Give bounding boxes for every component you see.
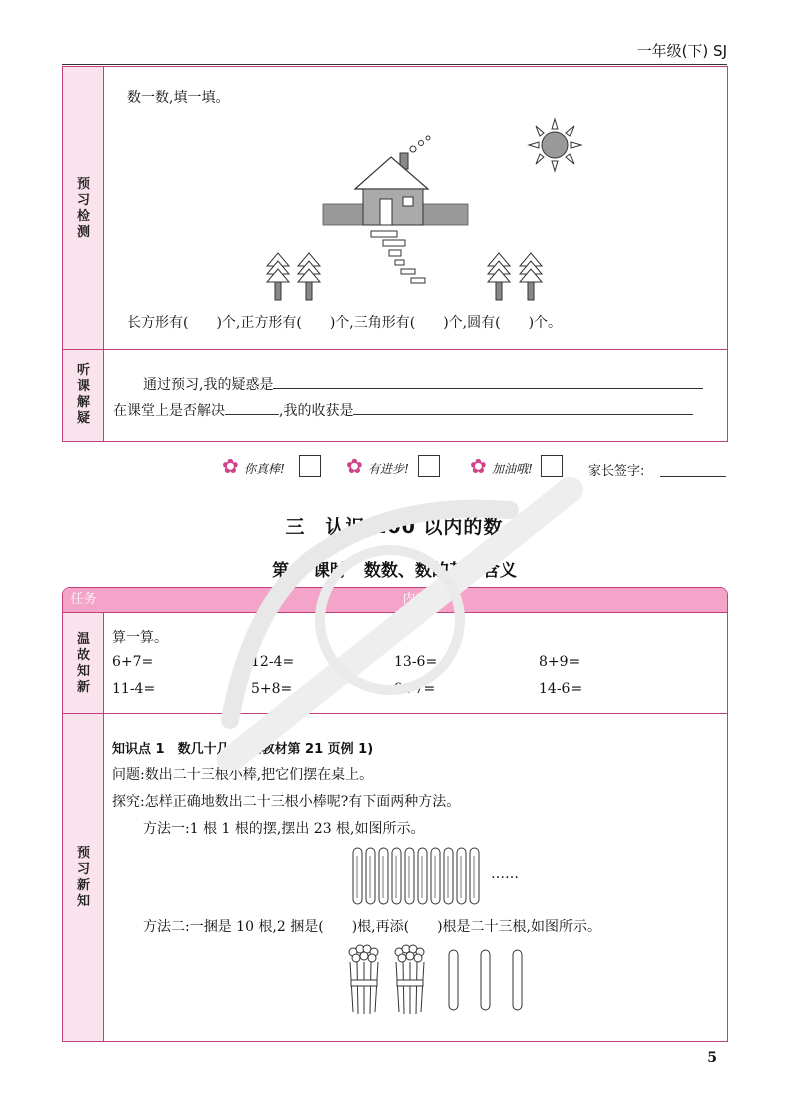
header-task: 任务 xyxy=(70,592,97,607)
knowledge-point-title: 知识点 1 数几十几(对应教材第 21 页例 1) xyxy=(112,742,374,757)
exercise: 14-6= xyxy=(539,681,583,697)
parent-sign-blank[interactable] xyxy=(660,476,726,477)
table-header xyxy=(63,588,727,613)
rating-label-progress: 有进步! xyxy=(368,462,409,476)
page-number: 5 xyxy=(707,1050,717,1066)
header-rule xyxy=(62,64,727,65)
rating-label-cheer: 加油哦! xyxy=(492,462,533,476)
method-two-text: 方法二:一捆是 10 根,2 捆是( )根,再添( )根是二十三根,如图所示。 xyxy=(143,919,601,935)
label-review: 温 故 知 新 xyxy=(76,632,90,695)
grade-header: 一年级(下) SJ xyxy=(636,42,727,60)
unit-title: 三 认识 100 以内的数 xyxy=(285,516,504,538)
rating-box-great[interactable] xyxy=(299,455,321,477)
lesson-table xyxy=(62,587,728,1042)
badge-icon: ✿ xyxy=(346,454,363,478)
rating-box-cheer[interactable] xyxy=(541,455,563,477)
exercise: 11-4= xyxy=(112,681,156,697)
badge-icon: ✿ xyxy=(222,454,239,478)
preview-check-box xyxy=(62,66,728,442)
lesson-title: 第 1 课时 数数、数的基本含义 xyxy=(272,561,517,581)
exercise: 13-6= xyxy=(394,654,438,670)
sun-icon xyxy=(525,117,585,177)
solve-line: 在课堂上是否解决 ,我的收获是 xyxy=(113,400,693,420)
bundled-sticks-illustration xyxy=(345,942,545,1020)
explore-text: 探究:怎样正确地数出二十三根小棒呢?有下面两种方法。 xyxy=(112,794,461,810)
header-content: 内容 xyxy=(402,592,429,607)
exercise: 6+7= xyxy=(112,654,154,670)
review-instruction: 算一算。 xyxy=(112,630,168,646)
doubt-blank[interactable] xyxy=(273,374,703,389)
exercise: 8+9= xyxy=(539,654,581,670)
single-sticks-illustration xyxy=(349,844,489,908)
rating-box-progress[interactable] xyxy=(418,455,440,477)
exercise: 12-4= xyxy=(251,654,295,670)
exercise: 5+8= xyxy=(251,681,293,697)
label-listen: 听 课 解 疑 xyxy=(76,363,90,426)
badge-icon: ✿ xyxy=(470,454,487,478)
continuation-dots: …… xyxy=(491,866,519,882)
label-preview-check: 预 习 检 测 xyxy=(76,177,90,240)
exercise: 9+7= xyxy=(394,681,436,697)
section-divider xyxy=(63,713,727,714)
section-divider xyxy=(63,349,727,350)
question-text: 问题:数出二十三根小棒,把它们摆在桌上。 xyxy=(112,767,374,783)
doubt-line: 通过预习,我的疑惑是 xyxy=(143,374,703,394)
parent-sign-label: 家长签字: xyxy=(588,464,645,479)
method-one-text: 方法一:1 根 1 根的摆,摆出 23 根,如图所示。 xyxy=(143,821,425,837)
rating-label-great: 你真棒! xyxy=(244,462,285,476)
gain-blank[interactable] xyxy=(353,400,693,415)
label-new-knowledge: 预 习 新 知 xyxy=(76,846,90,909)
count-instruction: 数一数,填一填。 xyxy=(127,90,230,106)
shape-count-answer-line: 长方形有( )个,正方形有( )个,三角形有( )个,圆有( )个。 xyxy=(127,315,563,331)
solve-blank[interactable] xyxy=(225,400,279,415)
